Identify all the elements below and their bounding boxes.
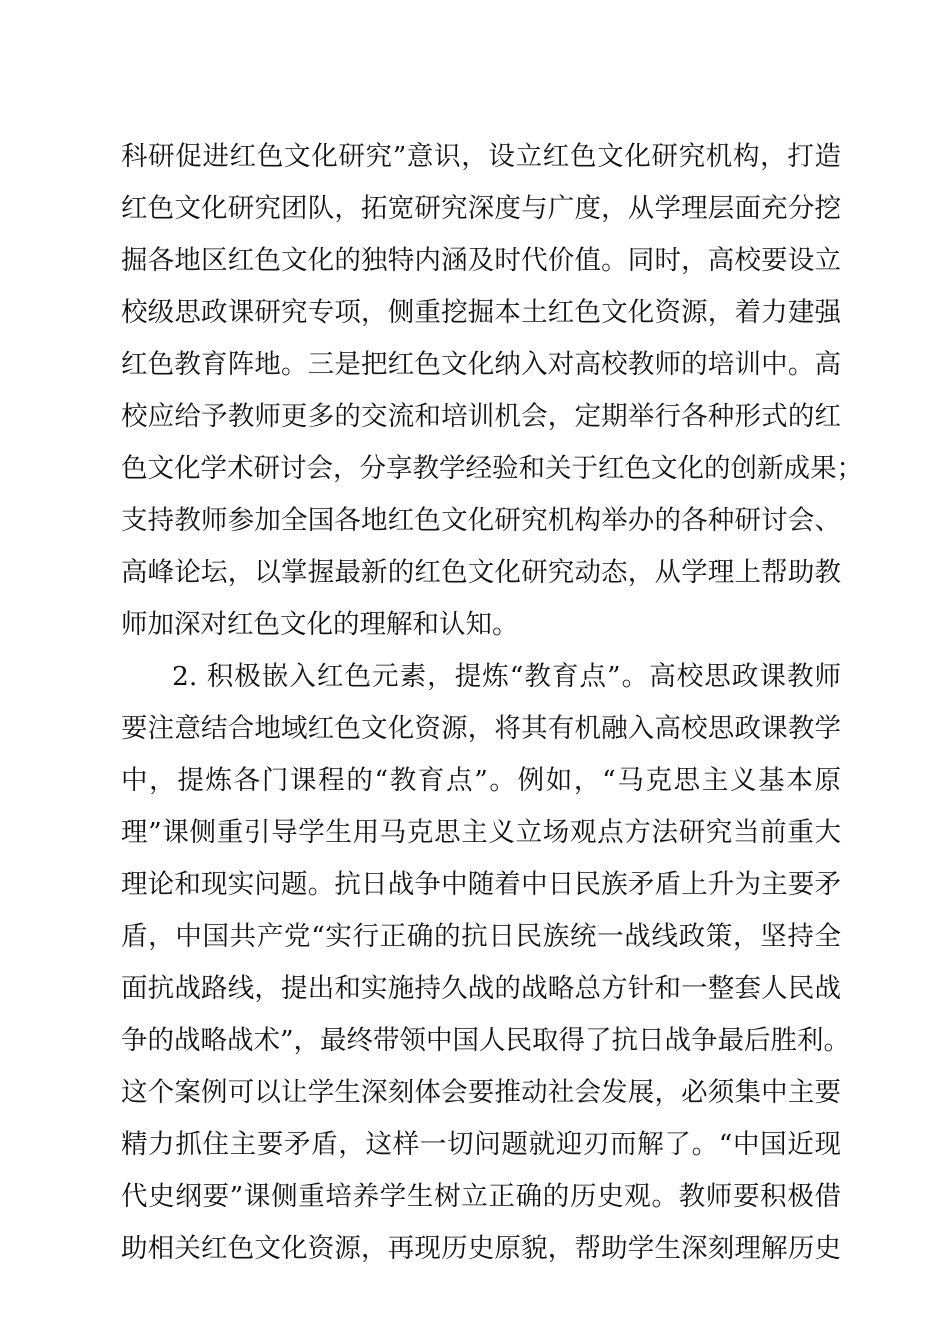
text-line: 红色教育阵地。三是把红色文化纳入对高校教师的培训中。高 — [121, 349, 841, 380]
text-line: 掘各地区红色文化的独特内涵及时代价值。同时，高校要设立 — [121, 245, 841, 276]
text-line: 精力抓住主要矛盾，这样一切问题就迎刃而解了。“中国近现 — [121, 1129, 841, 1160]
text-line: 科研促进红色文化研究”意识，设立红色文化研究机构，打造 — [121, 141, 841, 172]
text-line: 理论和现实问题。抗日战争中随着中日民族矛盾上升为主要矛 — [121, 869, 841, 900]
text-line: 面抗战路线，提出和实施持久战的战略总方针和一整套人民战 — [121, 973, 841, 1004]
text-line: 争的战略战术”，最终带领中国人民取得了抗日战争最后胜利。 — [121, 1025, 851, 1056]
text-line: 高峰论坛，以掌握最新的红色文化研究动态，从学理上帮助教 — [121, 557, 841, 588]
text-line: 校应给予教师更多的交流和培训机会，定期举行各种形式的红 — [121, 401, 841, 432]
text-line: 中，提炼各门课程的“教育点”。例如，“马克思主义基本原 — [121, 765, 841, 796]
text-line: 盾，中国共产党“实行正确的抗日民族统一战线政策，坚持全 — [121, 921, 841, 952]
text-line: 要注意结合地域红色文化资源，将其有机融入高校思政课教学 — [121, 713, 841, 744]
text-line: 理”课侧重引导学生用马克思主义立场观点方法研究当前重大 — [121, 817, 841, 848]
text-line: 支持教师参加全国各地红色文化研究机构举办的各种研讨会、 — [121, 505, 841, 536]
text-line: 校级思政课研究专项，侧重挖掘本土红色文化资源，着力建强 — [121, 297, 841, 328]
text-line: 师加深对红色文化的理解和认知。 — [121, 609, 519, 640]
section-heading-line: 2. 积极嵌入红色元素，提炼“教育点”。高校思政课教师 — [172, 661, 841, 692]
text-line: 红色文化研究团队，拓宽研究深度与广度，从学理层面充分挖 — [121, 193, 841, 224]
text-line: 助相关红色文化资源，再现历史原貌，帮助学生深刻理解历史 — [121, 1233, 841, 1264]
text-line: 代史纲要”课侧重培养学生树立正确的历史观。教师要积极借 — [121, 1181, 841, 1212]
text-line: 这个案例可以让学生深刻体会要推动社会发展，必须集中主要 — [121, 1077, 841, 1108]
text-line: 色文化学术研讨会，分享教学经验和关于红色文化的创新成果； — [121, 453, 863, 484]
